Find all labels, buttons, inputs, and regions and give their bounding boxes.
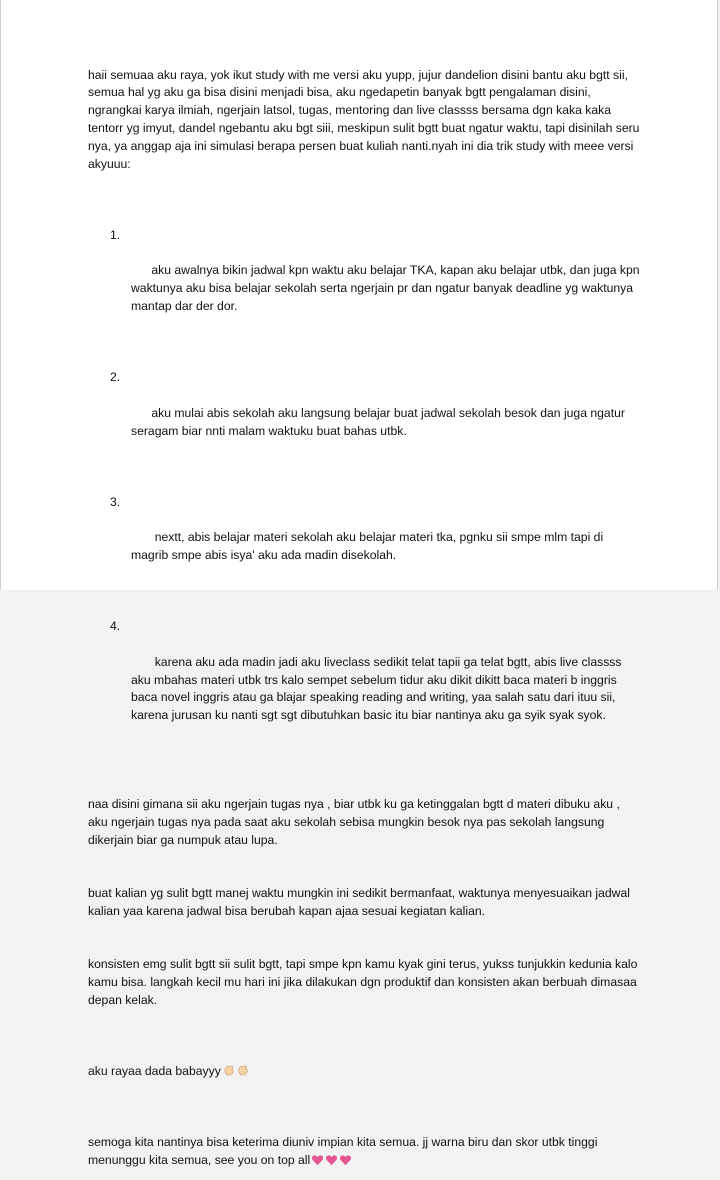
paragraph-intro: haii semuaa aku raya, yok ikut study with me versi aku yupp, jujur dandelion disini bantu aku bgtt sii, semua hal yg aku ga bisa disini menjadi bisa, aku ngedapetin banyak bgtt pengalaman disini, ngrangkai karya ilmiah, ngerjain latsol, tugas, mentoring dan live classss bersama dgn kaka kaka tentorr yg imyut, dandel ngebantu aku bgt siii, meskipun sulit bgtt buat ngatur waktu, tapi disinilah seru nya, ya anggap aja ini simulasi berapa persen buat kuliah nanti.nyah ini dia trik study with meee versi akyuuu: [88,67,643,171]
paragraph-tugas: naa disini gimana sii aku ngerjain tugas nya , biar utbk ku ga ketinggalan bgtt d materi dibuku aku , aku ngerjain tugas nya pada saat aku sekolah sebisa mungkin besok nya pas sekolah langsung dikerjain biar ga numpuk atau lupa. [88,797,624,847]
list-number: 3. [110,494,121,509]
list-item-text: karena aku ada madin jadi aku liveclass sedikit telat tapii ga telat bgtt, abis live classss aku mbahas materi utbk trs kalo sempet sebelum tidur aku dikit dikitt baca materi b inggris baca novel inggris atau ga blajar speaking reading and writing, yaa salah satu dari ituu sii, karena jurusan ku nanti sgt sgt dibutuhkan basic itu biar nantinya aku ga syik syak syok. [131,654,625,723]
list-item [88,618,640,743]
pink-heart-icon [339,1154,352,1166]
list-item-text: aku awalnya bikin jadwal kpn waktu aku belajar TKA, kapan aku belajar utbk, dan juga kpn waktunya aku bisa belajar sekolah serta ngerjain pr dan ngatur banyak deadline yg waktunya mantap dar der dor. [131,263,643,313]
paragraph-signoff [88,1063,640,1081]
waving-hand-icon [236,1064,249,1076]
closing-text: semoga kita nantinya bisa keterima diuniv impian kita semua. jj warna biru dan skor utbk tinggi menunggu kita semua, see you on top all [88,1135,601,1168]
list-number: 2. [110,370,121,385]
list-item [88,494,640,583]
list-number: 1. [110,227,121,242]
pink-heart-icon [325,1154,338,1166]
waving-hand-icon [222,1064,235,1076]
paragraph-closing [88,1134,640,1170]
document-body[interactable] [88,31,643,1180]
list-number: 4. [110,619,121,634]
list-item-text: aku mulai abis sekolah aku langsung belajar buat jadwal sekolah besok dan juga ngatur seragam biar nnti malam waktuku buat bahas utbk. [131,405,629,438]
list-item-text: nextt, abis belajar materi sekolah aku belajar materi tka, pgnku sii smpe mlm tapi di magrib smpe abis isya' aku ada madin disekolah. [131,530,607,563]
paragraph-tips: buat kalian yg sulit bgtt manej waktu mungkin ini sedikit bermanfaat, waktunya menyesuaikan jadwal kalian yaa karena jadwal bisa berubah kapan ajaa sesuai kegiatan kalian. [88,886,634,919]
paragraph-konsisten: konsisten emg sulit bgtt sii sulit bgtt, tapi smpe kpn kamu kyak gini terus, yukss tunjukkin kedunia kalo kamu bisa. langkah kecil mu hari ini jika dilakukan dgn produktif dan konsisten akan berbuah dimasaa depan kelak. [88,957,641,1008]
list-item [88,227,643,334]
pink-heart-icon [311,1154,324,1166]
signoff-text: aku rayaa dada babayyy [88,1064,221,1079]
list-item [88,369,640,458]
